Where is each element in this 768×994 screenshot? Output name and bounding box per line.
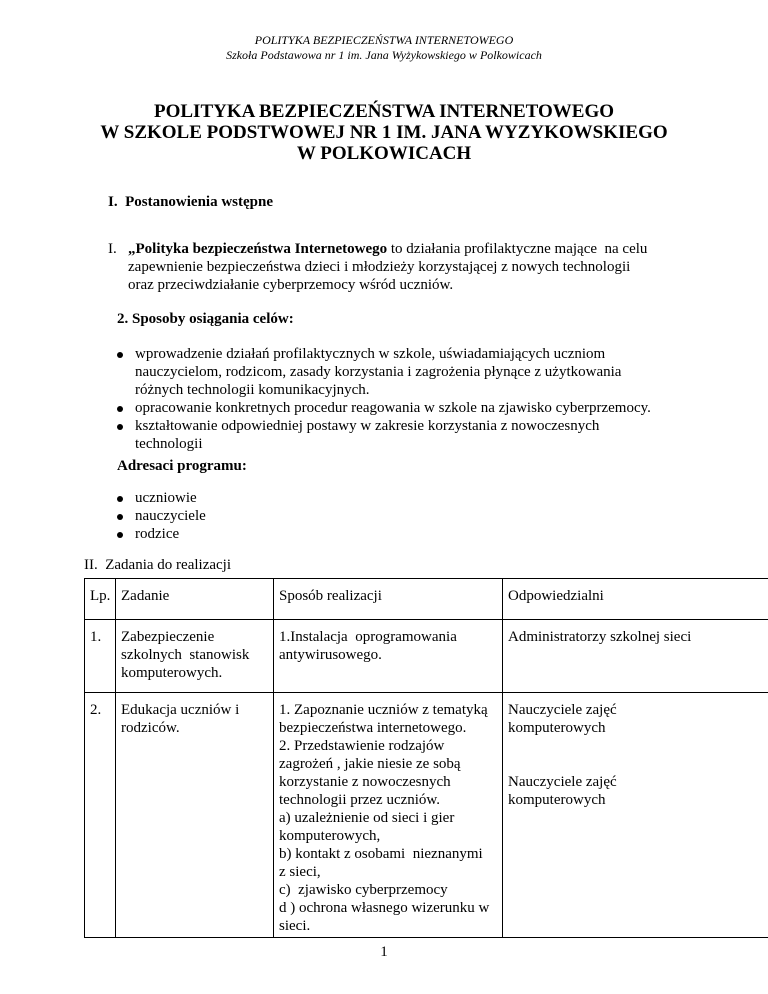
header-task: Zadanie bbox=[116, 579, 274, 620]
cell-text-line: technologii przez uczniów. bbox=[279, 792, 441, 808]
intro-line2: zapewnienie bezpieczeństwa dzieci i młodzieży korzystającej z nowych technologii bbox=[128, 259, 631, 275]
cell-lp: 1. bbox=[85, 620, 116, 693]
bullet-icon bbox=[117, 406, 123, 412]
cell-task bbox=[116, 693, 274, 938]
header-lp: Lp. bbox=[85, 579, 116, 620]
methods-item-1-line2: nauczycielom, rodzicom, zasady korzystania i zagrożenia płynące z użytkowania bbox=[135, 364, 622, 380]
bullet-icon bbox=[117, 352, 123, 358]
running-header-title: POLITYKA BEZPIECZEŃSTWA INTERNETOWEGO bbox=[254, 33, 514, 47]
cell-text-line: 1.Instalacja oprogramowania bbox=[279, 629, 457, 645]
document-title-line3: W POLKOWICACH bbox=[296, 143, 472, 164]
intro-line1-rest: to działania profilaktyczne mające na celu bbox=[387, 241, 648, 257]
recipient-item: rodzice bbox=[135, 526, 180, 542]
cell-text-line: Nauczyciele zajęć bbox=[508, 774, 617, 790]
cell-method bbox=[274, 620, 503, 693]
table-row bbox=[85, 693, 768, 938]
methods-item-1-line3: różnych technologii komunikacyjnych. bbox=[135, 382, 370, 398]
cell-text-line: Zabezpieczenie bbox=[121, 629, 215, 645]
table-row bbox=[85, 620, 768, 693]
cell-text-line: komputerowych bbox=[508, 720, 606, 736]
cell-text-line: antywirusowego. bbox=[279, 647, 382, 663]
cell-text-line: komputerowych. bbox=[121, 665, 223, 681]
methods-item-2-line1: opracowanie konkretnych procedur reagowania w szkole na zjawisko cyberprzemocy. bbox=[135, 400, 651, 416]
bullet-icon bbox=[117, 424, 123, 430]
running-header-school: Szkoła Podstawowa nr 1 im. Jana Wyżykowskiego w Polkowicach bbox=[226, 48, 542, 62]
methods-item-1-line1: wprowadzenie działań profilaktycznych w szkole, uświadamiających uczniom bbox=[135, 346, 606, 362]
tasks-table bbox=[84, 578, 768, 938]
cell-text-line: korzystanie z nowoczesnych bbox=[279, 774, 451, 790]
bullet-icon bbox=[117, 532, 123, 538]
recipient-item: uczniowie bbox=[135, 490, 197, 506]
table-header-row bbox=[85, 579, 768, 620]
bullet-icon bbox=[117, 496, 123, 502]
cell-text-line: c) zjawisko cyberprzemocy bbox=[279, 882, 448, 898]
cell-text-line: komputerowych, bbox=[279, 828, 381, 844]
cell-method bbox=[274, 693, 503, 938]
cell-text-line: Administratorzy szkolnej sieci bbox=[508, 629, 692, 645]
cell-text-line: a) uzależnienie od sieci i gier bbox=[279, 810, 455, 826]
section-1-heading: I. Postanowienia wstępne bbox=[108, 194, 274, 210]
intro-line1 bbox=[128, 240, 647, 258]
cell-responsible bbox=[503, 693, 768, 938]
cell-text-line: Nauczyciele zajęć bbox=[508, 702, 617, 718]
recipients-heading: Adresaci programu: bbox=[117, 458, 247, 474]
cell-text-line: Edukacja uczniów i bbox=[121, 702, 240, 718]
cell-text-line: sieci. bbox=[279, 918, 311, 934]
bullet-icon bbox=[117, 514, 123, 520]
cell-text-line: bezpieczeństwa internetowego. bbox=[279, 720, 467, 736]
header-method: Sposób realizacji bbox=[274, 579, 503, 620]
cell-lp: 2. bbox=[85, 693, 116, 938]
document-title-line2: W SZKOLE PODSTWOWEJ NR 1 IM. JANA WYZYKOWSKIEGO bbox=[100, 122, 668, 143]
methods-item-3-line1: kształtowanie odpowiedniej postawy w zakresie korzystania z nowoczesnych bbox=[135, 418, 600, 434]
cell-text-line: 1. Zapoznanie uczniów z tematyką bbox=[279, 702, 488, 718]
cell-text-line: z sieci, bbox=[279, 864, 321, 880]
page-number: 1 bbox=[380, 944, 388, 960]
cell-text-line: b) kontakt z osobami nieznanymi bbox=[279, 846, 483, 862]
recipient-item: nauczyciele bbox=[135, 508, 206, 524]
document-title-line1: POLITYKA BEZPIECZEŃSTWA INTERNETOWEGO bbox=[154, 101, 614, 122]
intro-line3: oraz przeciwdziałanie cyberprzemocy wśród uczniów. bbox=[128, 277, 454, 293]
cell-text-line: 2. Przedstawienie rodzajów bbox=[279, 738, 445, 754]
cell-text-line: d ) ochrona własnego wizerunku w bbox=[279, 900, 490, 916]
cell-text-line: szkolnych stanowisk bbox=[121, 647, 250, 663]
cell-task bbox=[116, 620, 274, 693]
methods-item-3-line2: technologii bbox=[135, 436, 203, 452]
methods-heading: 2. Sposoby osiągania celów: bbox=[117, 311, 294, 327]
cell-spacer bbox=[508, 755, 766, 773]
intro-bold-term: „Polityka bezpieczeństwa Internetowego bbox=[128, 241, 388, 257]
cell-text-line: rodziców. bbox=[121, 720, 180, 736]
intro-number: I. bbox=[108, 241, 117, 257]
header-responsible: Odpowiedzialni bbox=[503, 579, 768, 620]
cell-responsible bbox=[503, 620, 768, 693]
section-2-heading: II. Zadania do realizacji bbox=[84, 557, 231, 573]
cell-text-line: komputerowych bbox=[508, 792, 606, 808]
cell-spacer bbox=[508, 737, 766, 755]
cell-text-line: zagrożeń , jakie niesie ze sobą bbox=[279, 756, 461, 772]
